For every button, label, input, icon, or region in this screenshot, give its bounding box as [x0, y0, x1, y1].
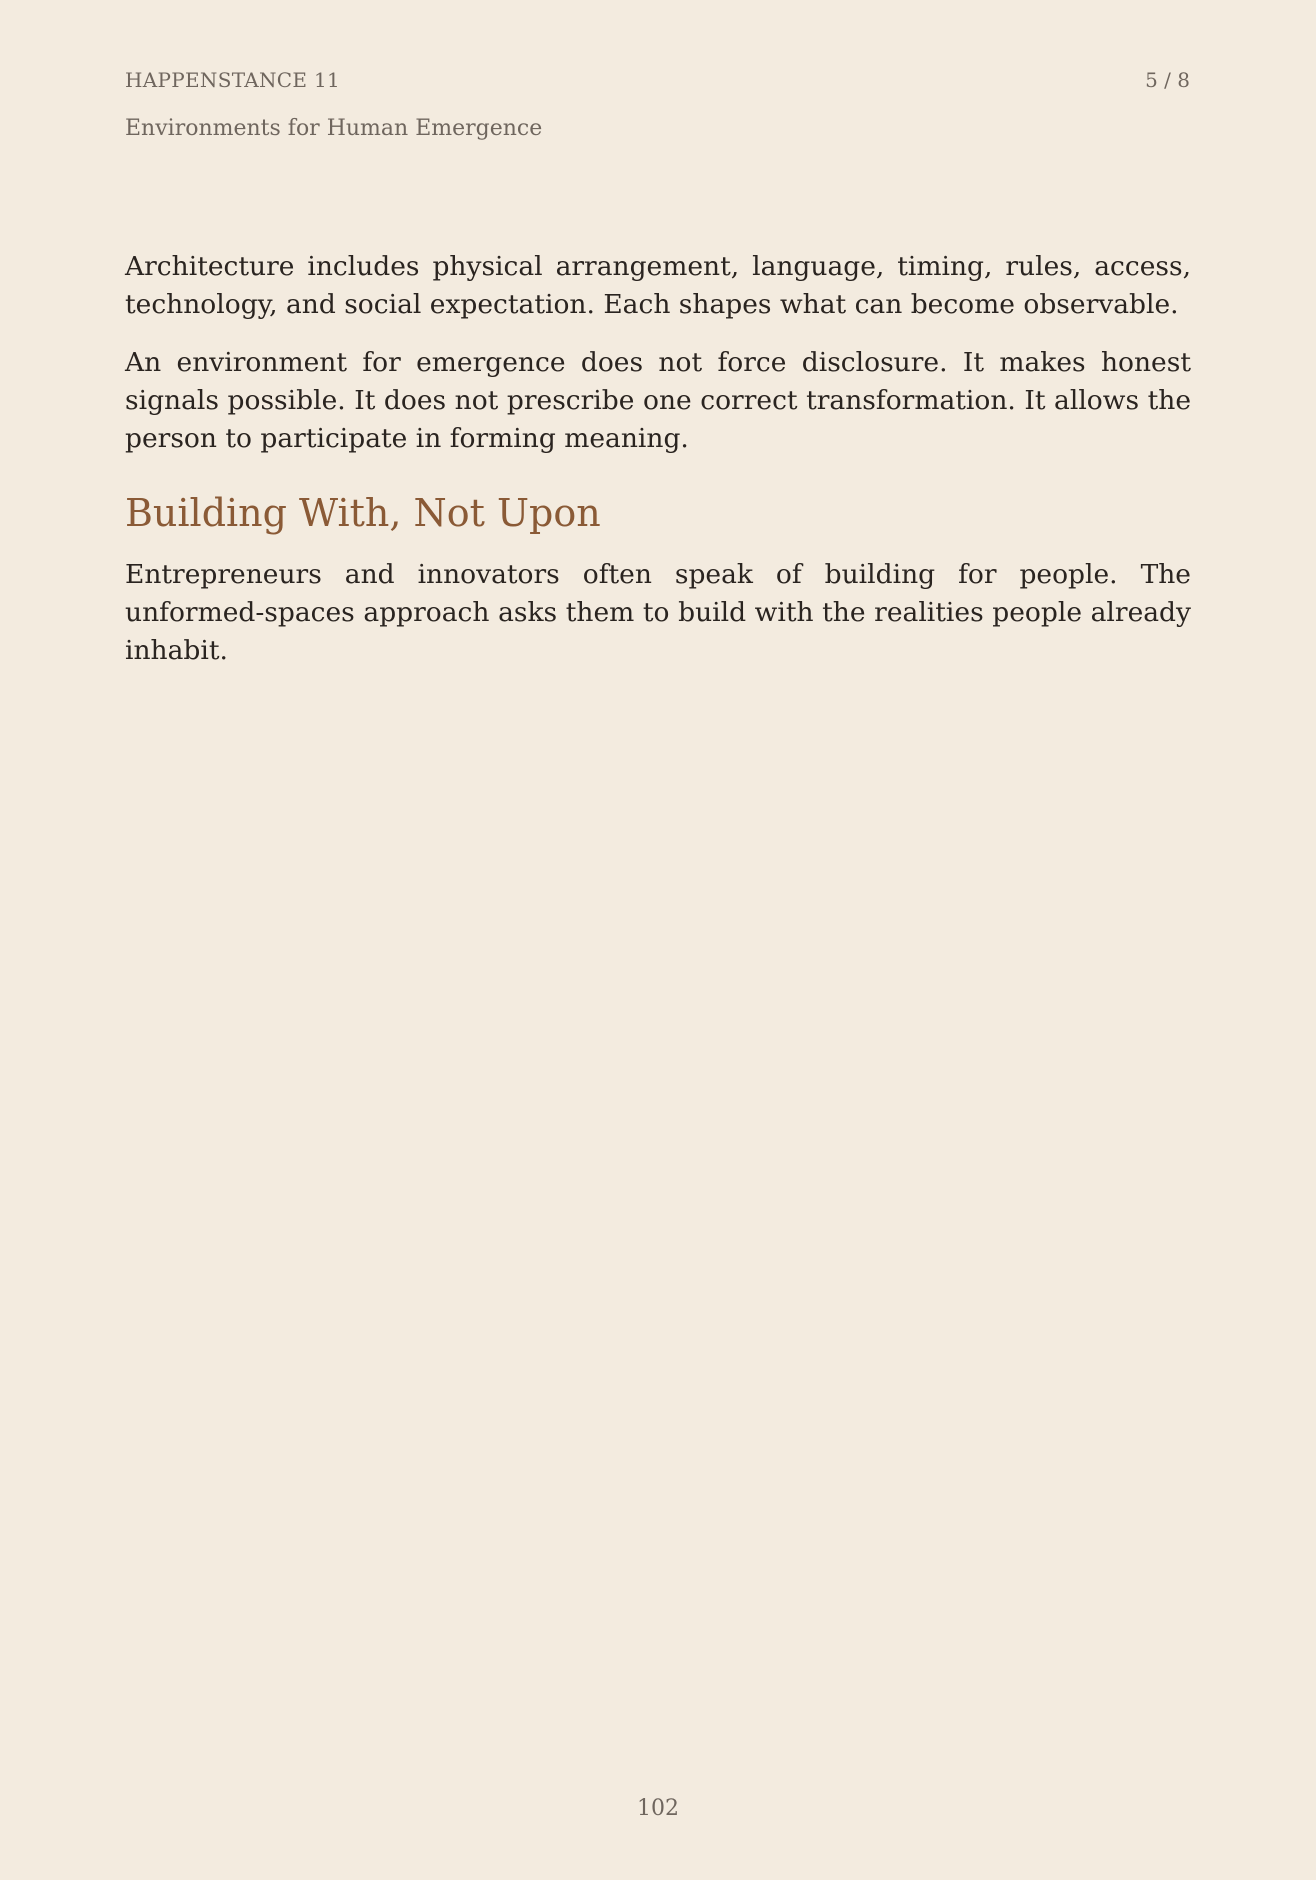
page-number: 102 [637, 1796, 679, 1821]
chapter-title: Environments for Human Emergence [125, 116, 543, 141]
section-progress: 5 / 8 [1145, 68, 1190, 92]
body-paragraph: An environment for emergence does not force disclosure. It makes honest signals possible. It does not prescribe one correct transformation. It allows the person to participate in forming meaning. [125, 347, 1191, 454]
body-paragraph: Architecture includes physical arrangement, language, timing, rules, access, technology, and social expectation. Each shapes what can become observable. [125, 251, 1191, 320]
section-heading: Building With, Not Upon [125, 491, 601, 535]
page-body [125, 248, 1191, 690]
running-header-title: HAPPENSTANCE 11 [125, 68, 340, 92]
body-paragraph: Entrepreneurs and innovators often speak of building for people. The unformed-spaces approach asks them to build with the realities people already inhabit. [125, 559, 1191, 666]
